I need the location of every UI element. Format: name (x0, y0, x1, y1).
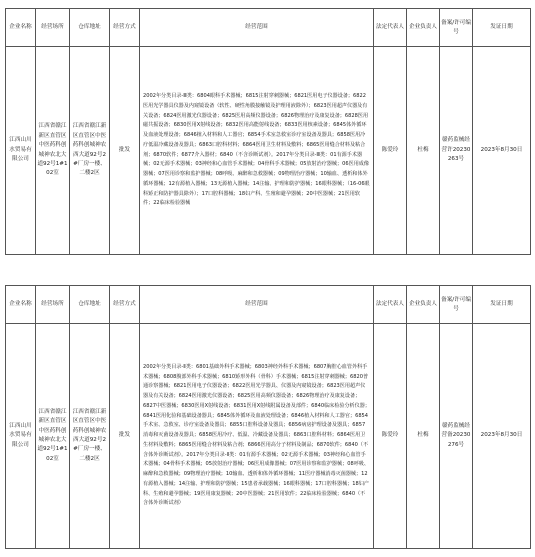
company-name: 江西山川水贸易有限公司 (6, 47, 36, 255)
table-row (6, 324, 531, 549)
header-company-name: 企业名称 (6, 9, 36, 47)
company-name: 江西山川水贸易有限公司 (6, 324, 36, 549)
header-mode: 经营方式 (110, 9, 140, 47)
header-company-name: 企业名称 (6, 286, 36, 324)
header-premises: 经营场所 (36, 9, 70, 47)
license-table-2 (5, 285, 531, 549)
header-scope: 经营范围 (140, 286, 374, 324)
header-legal-rep: 法定代表人 (374, 286, 407, 324)
header-warehouse: 仓库地址 (70, 9, 110, 47)
header-row (6, 286, 531, 324)
license-table-1 (5, 8, 531, 255)
company-manager: 杜梅 (407, 324, 440, 549)
header-manager: 企业负责人 (407, 286, 440, 324)
business-mode: 批发 (110, 47, 140, 255)
license-number: 赣药监械经营许20230263号 (440, 47, 473, 255)
company-manager: 杜梅 (407, 47, 440, 255)
header-scope: 经营范围 (140, 9, 374, 47)
header-manager: 企业负责人 (407, 9, 440, 47)
license-number: 赣药监械经营备20230276号 (440, 324, 473, 549)
header-license-no: 备案/许可编号 (440, 9, 473, 47)
legal-representative: 陈爱玲 (374, 324, 407, 549)
header-row (6, 9, 531, 47)
header-legal-rep: 法定代表人 (374, 9, 407, 47)
business-scope: 2002年分类目录-Ⅱ类：6801基础外科手术器械；6803神经外科手术器械；6807胸腔心血管外科手术器械；6808腹部外科手术器械；6810矫形外科（骨科）手术器械；6815注射穿刺器械；6820普通诊察器械；6821医用电子仪器设备；6822医用光学器具、仪器及内窥镜设备；6823医用超声仪器及有关设备；6824医用激光仪器设备；6825医用高频仪器设备；6826物理治疗及康复设备；6827中医器械；6830医用X射线设备；6831医用X射线附属设备及部件；6840临床检验分析仪器；6841医用化验和基础设备器具；6845体外循环及血液处理设备；6846植入材料和人工器官；6854手术室、急救室、诊疗室设备及器具；6855口腔科设备及器具；6856病房护理设备及器具；6857消毒和灭菌设备及器具；6858医用冷疗、低温、冷藏设备及器具；6863口腔科材料；6864医用卫生材料及敷料；6865医用缝合材料及粘合剂；6866医用高分子材料及制品；6870软件；6840（不含体外诊断试剂）。2017年分类目录-Ⅱ类：01有源手术器械；02无源手术器械；03神经和心血管手术器械；04骨科手术器械；05放射治疗器械；06医用成像器械；07医用诊察和监护器械；08呼吸、麻醉和急救器械；09物理治疗器械；10输血、透析和体外循环器械；11医疗器械消毒灭菌器械；12有源植入器械；14注输、护理和防护器械；15患者承载器械；16眼科器械；17口腔科器械；18妇产科、生殖和避孕器械；19医用康复器械；20中医器械；21医用软件；22临床检验器械；6840（不含体外诊断试剂） (140, 324, 374, 549)
premises: 江西省赣江新区直管区中医药科创城神农北大道92号1#102室 (36, 47, 70, 255)
issue-date: 2023年8月30日 (473, 47, 531, 255)
header-license-no: 备案/许可编号 (440, 286, 473, 324)
warehouse-address: 江西省赣江新区直管区中医药科创城神农西大道92号2#厂房一楼、二楼2区 (70, 47, 110, 255)
header-warehouse: 仓库地址 (70, 286, 110, 324)
header-mode: 经营方式 (110, 286, 140, 324)
business-mode: 批发 (110, 324, 140, 549)
business-scope: 2002年分类目录-Ⅲ类：6804眼科手术器械；6815注射穿刺器械；6821医用电子仪器设备；6822医用光学器具仪器及内窥镜设备（软性、硬性角膜接触镜及护理用液除外）；6823医用超声仪器及有关设备；6824医用激光仪器设备；6825医用高频仪器设备；6826物理治疗及康复设备；6828医用磁共振设备；6830医用X射线设备；6832医用高能射线设备；6833医用核素设备；6845体外循环及血液处理设备；6846植入材料和人工器官；6854手术室急救室诊疗室设备及器具；6858医用冷疗低温冷藏设备及器具；6863口腔科材料；6864医用卫生材料及敷料；6865医用缝合材料及粘合剂；6870软件；6877介入器材；6840（不含诊断试剂）。2017年分类目录-Ⅲ类：01有源手术器械；02无源手术器械；03神经和心血管手术器械；04骨科手术器械；05放射治疗器械；06医用成像器械；07医用诊察和监护器械；08呼吸、麻醉和急救器械；09物理治疗器械；10输血、透析和体外循环器械；12有源植入器械；13无源植入器械；14注输、护理和防护器械；16眼科器械；（16-06眼科矫正和防护器具除外）；17口腔科器械；18妇产科、生殖和避孕器械；20中医器械；21医用软件；22临床检验器械 (140, 47, 374, 255)
issue-date: 2023年8月30日 (473, 324, 531, 549)
header-issue-date: 发证日期 (473, 9, 531, 47)
warehouse-address: 江西省赣江新区直管区中医药科创城神农西大道92号2#厂房一楼、二楼2区 (70, 324, 110, 549)
header-issue-date: 发证日期 (473, 286, 531, 324)
table-row (6, 47, 531, 255)
premises: 江西省赣江新区直管区中医药科创城神农北大道92号1#102室 (36, 324, 70, 549)
header-premises: 经营场所 (36, 286, 70, 324)
legal-representative: 陈爱玲 (374, 47, 407, 255)
